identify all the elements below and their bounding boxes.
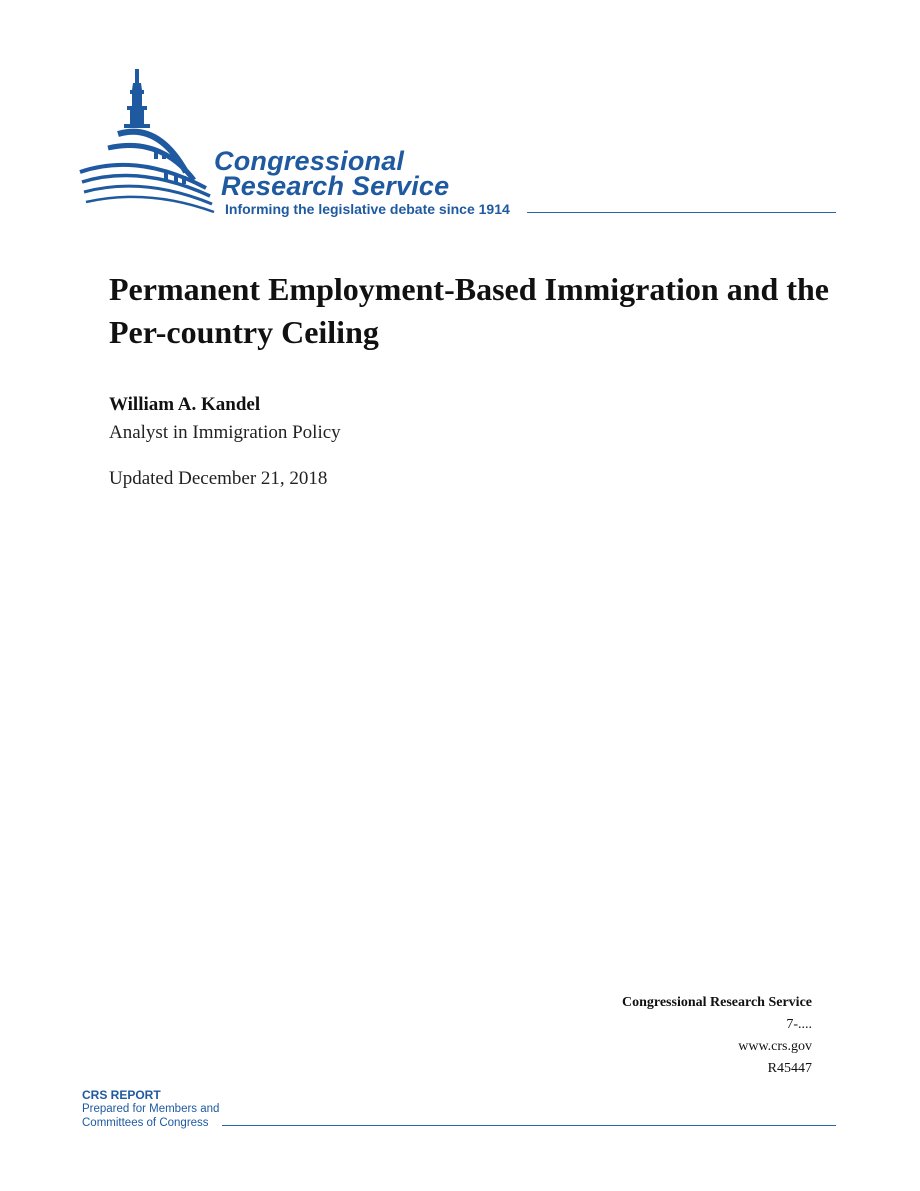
crs-logo — [78, 64, 838, 224]
author-name: William A. Kandel — [109, 394, 261, 415]
brand-name-line2: Research Service — [221, 171, 450, 201]
contact-info — [622, 992, 812, 1080]
crs-report-line2: Committees of Congress — [82, 1117, 209, 1129]
brand-tagline: Informing the legislative debate since 1914 — [225, 201, 510, 217]
footer-divider — [222, 1125, 836, 1126]
crs-report-footer — [82, 1088, 838, 1130]
footer-phone: 7-.... — [786, 1017, 812, 1032]
footer-website: www.crs.gov — [738, 1039, 812, 1054]
updated-date: Updated December 21, 2018 — [109, 468, 328, 489]
footer-org-name: Congressional Research Service — [621, 995, 812, 1010]
crs-report-line1: Prepared for Members and — [82, 1103, 220, 1115]
tagline-divider — [527, 212, 836, 213]
report-title: Permanent Employment-Based Immigration and the Per-country Ceiling — [109, 271, 829, 350]
crs-report-label: CRS REPORT — [82, 1088, 161, 1102]
capitol-dome-icon — [78, 64, 218, 219]
author-role: Analyst in Immigration Policy — [109, 422, 341, 443]
footer-report-number: R45447 — [767, 1061, 812, 1076]
brand-name-line1: Congressional — [214, 146, 405, 176]
